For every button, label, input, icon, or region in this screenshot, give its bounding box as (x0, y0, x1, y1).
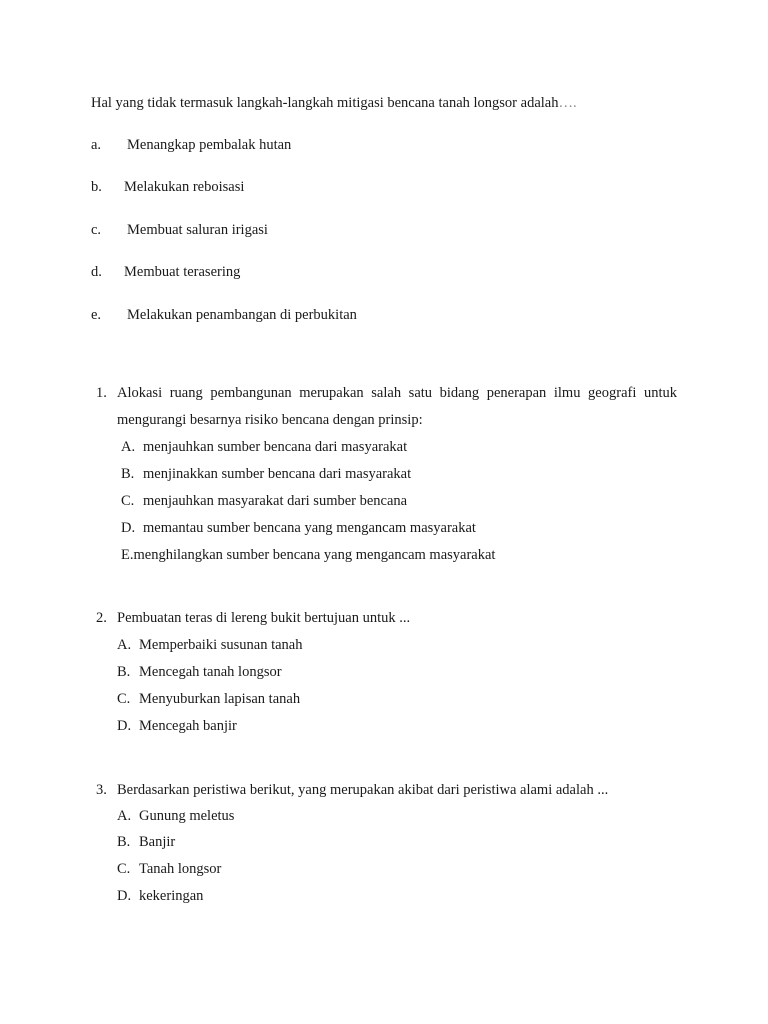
choice-letter: D. (117, 888, 132, 904)
answer-choice (117, 860, 221, 878)
answer-choice (121, 519, 476, 537)
choice-text: Mencegah banjir (139, 718, 237, 734)
question-text-line: Berdasarkan peristiwa berikut, yang merupakan akibat dari peristiwa alami adalah ... (117, 782, 609, 798)
answer-choice (121, 465, 411, 483)
choice-text: kekeringan (139, 888, 204, 904)
choice-letter: D. (121, 520, 136, 536)
choice-text: Menyuburkan lapisan tanah (139, 691, 301, 707)
choice-text: menjinakkan sumber bencana dari masyarakat (143, 466, 412, 482)
choice-text: Mencegah tanah longsor (139, 664, 282, 680)
intro-option-text: Menangkap pembalak hutan (127, 137, 292, 153)
intro-question-dots: …. (558, 95, 577, 111)
choice-letter: A. (117, 808, 132, 824)
choice-letter: D. (117, 718, 132, 734)
choice-text: Banjir (139, 834, 176, 850)
choice-letter: C. (117, 861, 131, 877)
choice-letter: C. (117, 691, 131, 707)
intro-option-text: Melakukan reboisasi (124, 179, 245, 195)
answer-choice (117, 690, 300, 708)
choice-letter: B. (117, 834, 131, 850)
intro-option-text: Membuat terasering (124, 264, 241, 280)
answer-choice (117, 636, 303, 654)
choice-letter: A. (121, 439, 136, 455)
choice-text: menjauhkan masyarakat dari sumber bencana (143, 493, 408, 509)
question-number: 3. (96, 782, 107, 798)
question-number: 1. (96, 385, 107, 401)
answer-choice (117, 887, 203, 905)
question-number: 2. (96, 610, 107, 626)
question-text-line: Pembuatan teras di lereng bukit bertujuan untuk ... (117, 610, 411, 626)
choice-letter: A. (117, 637, 132, 653)
choice-letter: B. (121, 466, 135, 482)
question-text-line: mengurangi besarnya risiko bencana dengan prinsip: (117, 412, 423, 428)
intro-option-text: Membuat saluran irigasi (127, 222, 268, 238)
choice-letter: B. (117, 664, 131, 680)
intro-option-letter: b. (91, 179, 102, 195)
choice-text: Gunung meletus (139, 808, 235, 824)
choice-text: menjauhkan sumber bencana dari masyarakat (143, 439, 408, 455)
answer-choice: E.menghilangkan sumber bencana yang mengancam masyarakat (121, 547, 496, 563)
choice-text: Tanah longsor (139, 861, 222, 877)
answer-choice (117, 663, 282, 681)
intro-option-text: Melakukan penambangan di perbukitan (127, 307, 357, 323)
answer-choice (117, 717, 237, 735)
choice-text: Memperbaiki susunan tanah (139, 637, 303, 653)
answer-choice (117, 807, 234, 825)
answer-choice (121, 438, 407, 456)
intro-option-letter: c. (91, 222, 102, 238)
choice-text: memantau sumber bencana yang mengancam masyarakat (143, 520, 476, 536)
intro-question-text: Hal yang tidak termasuk langkah-langkah mitigasi bencana tanah longsor adalah (91, 95, 559, 111)
intro-question (91, 94, 577, 112)
intro-option-letter: e. (91, 307, 102, 323)
question-text-line: Alokasi ruang pembangunan merupakan salah satu bidang penerapan ilmu geografi untuk (117, 385, 677, 401)
choice-letter: C. (121, 493, 135, 509)
answer-choice (117, 833, 175, 851)
intro-option-letter: a. (91, 137, 102, 153)
answer-choice (121, 492, 407, 510)
intro-option-letter: d. (91, 264, 102, 280)
